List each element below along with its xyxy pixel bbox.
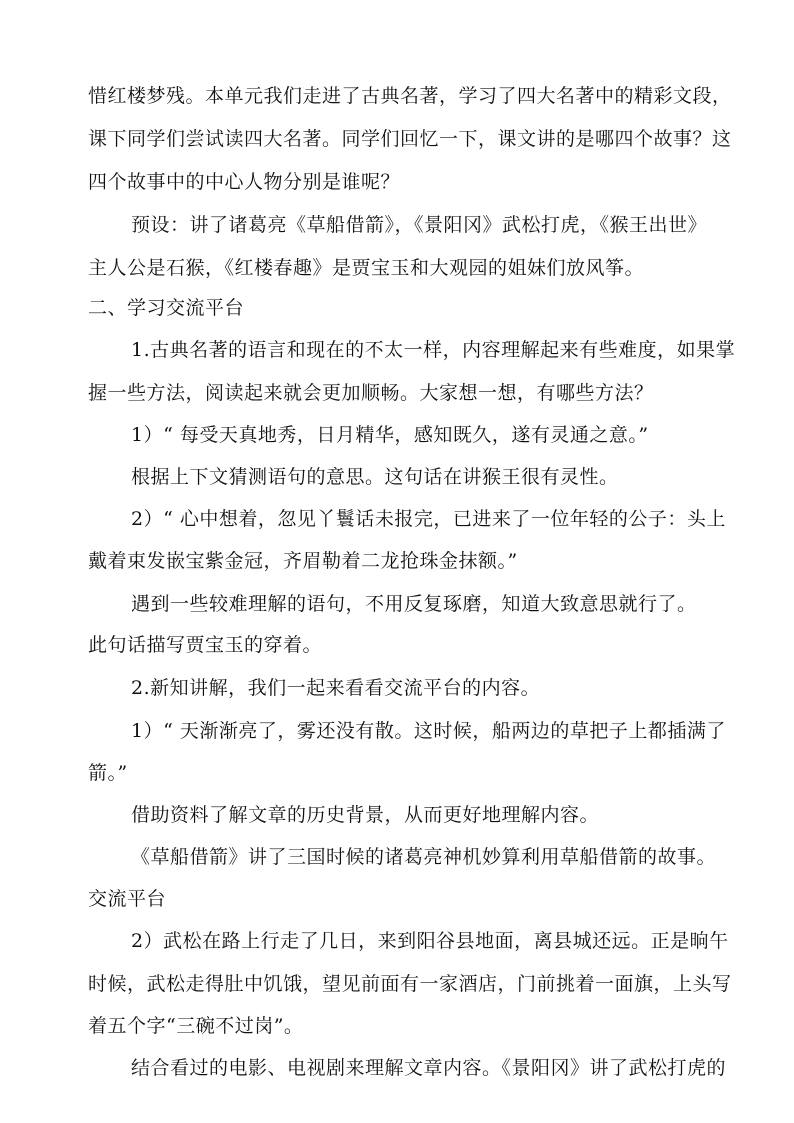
text-line: 主人公是石猴，《红楼春趣》是贾宝玉和大观园的姐妹们放风筝。 bbox=[88, 257, 645, 279]
text-line: 握一些方法，阅读起来就会更加顺畅。大家想一想，有哪些方法？ bbox=[88, 382, 654, 404]
text-line: 惜红楼梦残。本单元我们走进了古典名著，学习了四大名著中的精彩文段， bbox=[88, 85, 732, 107]
text-line: 借助资料了解文章的历史背景，从而更好地理解内容。 bbox=[131, 804, 600, 826]
text-line: 1）“ 每受天真地秀，日月精华，感知既久，遂有灵通之意。” bbox=[131, 424, 649, 446]
section-heading: 二、学习交流平台 bbox=[88, 297, 245, 319]
text-line: 2）“ 心中想着，忽见丫鬟话未报完，已进来了一位年轻的公子：头上 bbox=[131, 508, 726, 530]
text-line: 着五个字“三碗不过岗”。 bbox=[88, 1015, 304, 1037]
text-line: 此句话描写贾宝玉的穿着。 bbox=[88, 634, 323, 656]
text-line: 预设：讲了诸葛亮《草船借箭》，《景阳冈》武松打虎，《猴王出世》 bbox=[131, 214, 708, 236]
text-line: 根据上下文猜测语句的意思。这句话在讲猴王很有灵性。 bbox=[131, 466, 619, 488]
text-line: 时候，武松走得肚中饥饿，望见前面有一家酒店，门前挑着一面旗，上头写 bbox=[88, 973, 732, 995]
text-line: 《草船借箭》讲了三国时候的诸葛亮神机妙算利用草船借箭的故事。 bbox=[131, 846, 717, 868]
text-line: 课下同学们尝试读四大名著。同学们回忆一下，课文讲的是哪四个故事？这 bbox=[88, 128, 732, 150]
text-line: 2.新知讲解，我们一起来看看交流平台的内容。 bbox=[131, 677, 541, 699]
text-line: 1）“ 天渐渐亮了，雾还没有散。这时候，船两边的草把子上都插满了 bbox=[131, 720, 726, 742]
text-line: 2）武松在路上行走了几日，来到阳谷县地面，离县城还远。正是晌午 bbox=[131, 930, 729, 952]
text-line: 箭。” bbox=[88, 762, 128, 784]
text-line: 结合看过的电影、电视剧来理解文章内容。《景阳冈》讲了武松打虎的 bbox=[131, 1057, 727, 1079]
section-heading: 交流平台 bbox=[88, 888, 167, 910]
text-line: 1.古典名著的语言和现在的不太一样，内容理解起来有些难度，如果掌 bbox=[131, 339, 736, 361]
text-line: 四个故事中的中心人物分别是谁呢？ bbox=[88, 171, 401, 193]
text-line: 戴着束发嵌宝紫金冠，齐眉勒着二龙抢珠金抹额。” bbox=[88, 550, 518, 572]
text-line: 遇到一些较难理解的语句，不用反复琢磨，知道大致意思就行了。 bbox=[131, 593, 697, 615]
